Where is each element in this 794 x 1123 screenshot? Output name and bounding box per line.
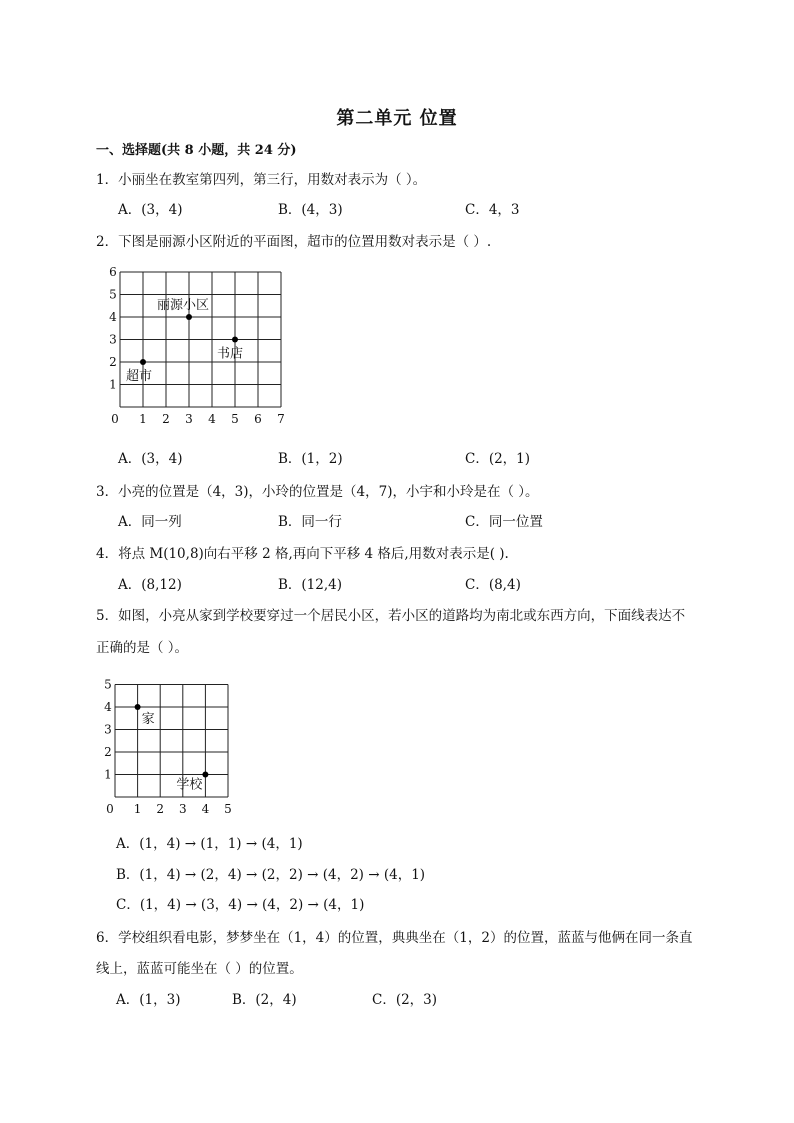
point-marker [202,772,208,778]
y-tick-label: 2 [104,745,112,759]
x-tick-label: 7 [277,412,285,426]
question-3-option-a: A．同一列 [118,514,182,530]
question-5-stem-line2: 正确的是（ ）。 [96,640,189,656]
point-marker [135,704,141,710]
y-tick-label: 3 [109,332,117,347]
x-tick-label: 1 [133,802,142,816]
y-tick-label: 4 [109,310,117,324]
question-4-option-b: B．(12,4) [278,577,343,593]
x-tick-label: 0 [111,412,119,426]
question-6-option-a: A．(1，3) [116,992,181,1008]
y-tick-label: 5 [104,677,112,692]
question-5-option-a: A．(1，4) → (1，1) → (4，1) [116,836,303,852]
question-4-option-c: C．(8,4) [465,577,521,593]
y-tick-label: 4 [104,700,112,714]
question-5-option-b: B．(1，4) → (2，4) → (2，2) → (4，2) → (4，1) [116,867,426,883]
x-tick-label: 3 [178,802,187,816]
point-label: 丽源小区 [157,298,210,313]
question-2-grid-figure [100,262,300,432]
x-tick-label: 5 [231,412,239,426]
question-5-option-c: C．(1，4) → (3，4) → (4，2) → (4，1) [116,897,365,913]
question-3-option-c: C．同一位置 [465,514,543,530]
question-4-stem: 4．将点 M(10,8)向右平移 2 格,再向下平移 4 格后,用数对表示是( ). [96,546,509,562]
question-6-stem-line2: 线上，蓝蓝可能坐在（ ）的位置。 [96,961,303,977]
x-tick-label: 2 [162,412,170,426]
x-tick-label: 4 [208,412,216,426]
x-tick-label: 6 [254,412,262,426]
question-1-option-a: A．(3，4) [118,202,183,218]
question-6-option-b: B．(2，4) [232,992,297,1008]
y-tick-label: 5 [109,287,117,302]
question-2-option-c: C．(2，1) [465,451,531,467]
y-tick-label: 6 [109,265,117,279]
point-label: 学校 [176,777,203,793]
x-tick-label: 5 [224,802,232,816]
question-2-option-a: A．(3，4) [118,451,183,467]
question-5-stem-line1: 5．如图，小亮从家到学校要穿过一个居民小区，若小区的道路均为南北或东西方向，下面线表达不 [96,608,686,624]
point-marker [186,314,192,320]
point-label: 超市 [126,369,153,384]
page-title: 第二单元 位置 [336,108,458,129]
x-tick-label: 1 [139,412,147,426]
x-tick-label: 2 [156,802,165,816]
question-3-option-b: B．同一行 [278,514,342,530]
question-4-option-a: A．(8,12) [118,577,182,593]
question-3-stem: 3．小亮的位置是（4，3)，小玲的位置是（4，7)，小宇和小玲是在（ ）。 [96,484,539,500]
point-marker [140,359,146,365]
question-1-option-c: C．4，3 [465,202,520,218]
question-1-option-b: B．(4，3) [278,202,343,218]
question-6-option-c: C．(2，3) [372,992,438,1008]
y-tick-label: 3 [104,722,112,737]
section-heading: 一、选择题(共 8 小题，共 24 分) [96,143,297,158]
point-label: 家 [141,712,155,727]
y-tick-label: 2 [109,355,117,369]
question-5-grid-figure [96,676,246,816]
x-tick-label: 0 [106,802,114,816]
x-tick-label: 3 [185,412,193,426]
y-tick-label: 1 [104,767,112,782]
question-6-stem-line1: 6．学校组织看电影，梦梦坐在（1，4）的位置，典典坐在（1，2）的位置，蓝蓝与他俩在同一条直 [96,930,693,946]
y-tick-label: 1 [109,377,117,392]
point-marker [232,337,238,343]
question-2-option-b: B．(1，2) [278,451,343,467]
question-2-stem: 2．下图是丽源小区附近的平面图，超市的位置用数对表示是（ ）. [96,234,492,250]
x-tick-label: 4 [201,802,210,816]
point-label: 书店 [217,346,244,362]
question-1-stem: 1．小丽坐在教室第四列，第三行，用数对表示为（ ）。 [96,172,427,188]
